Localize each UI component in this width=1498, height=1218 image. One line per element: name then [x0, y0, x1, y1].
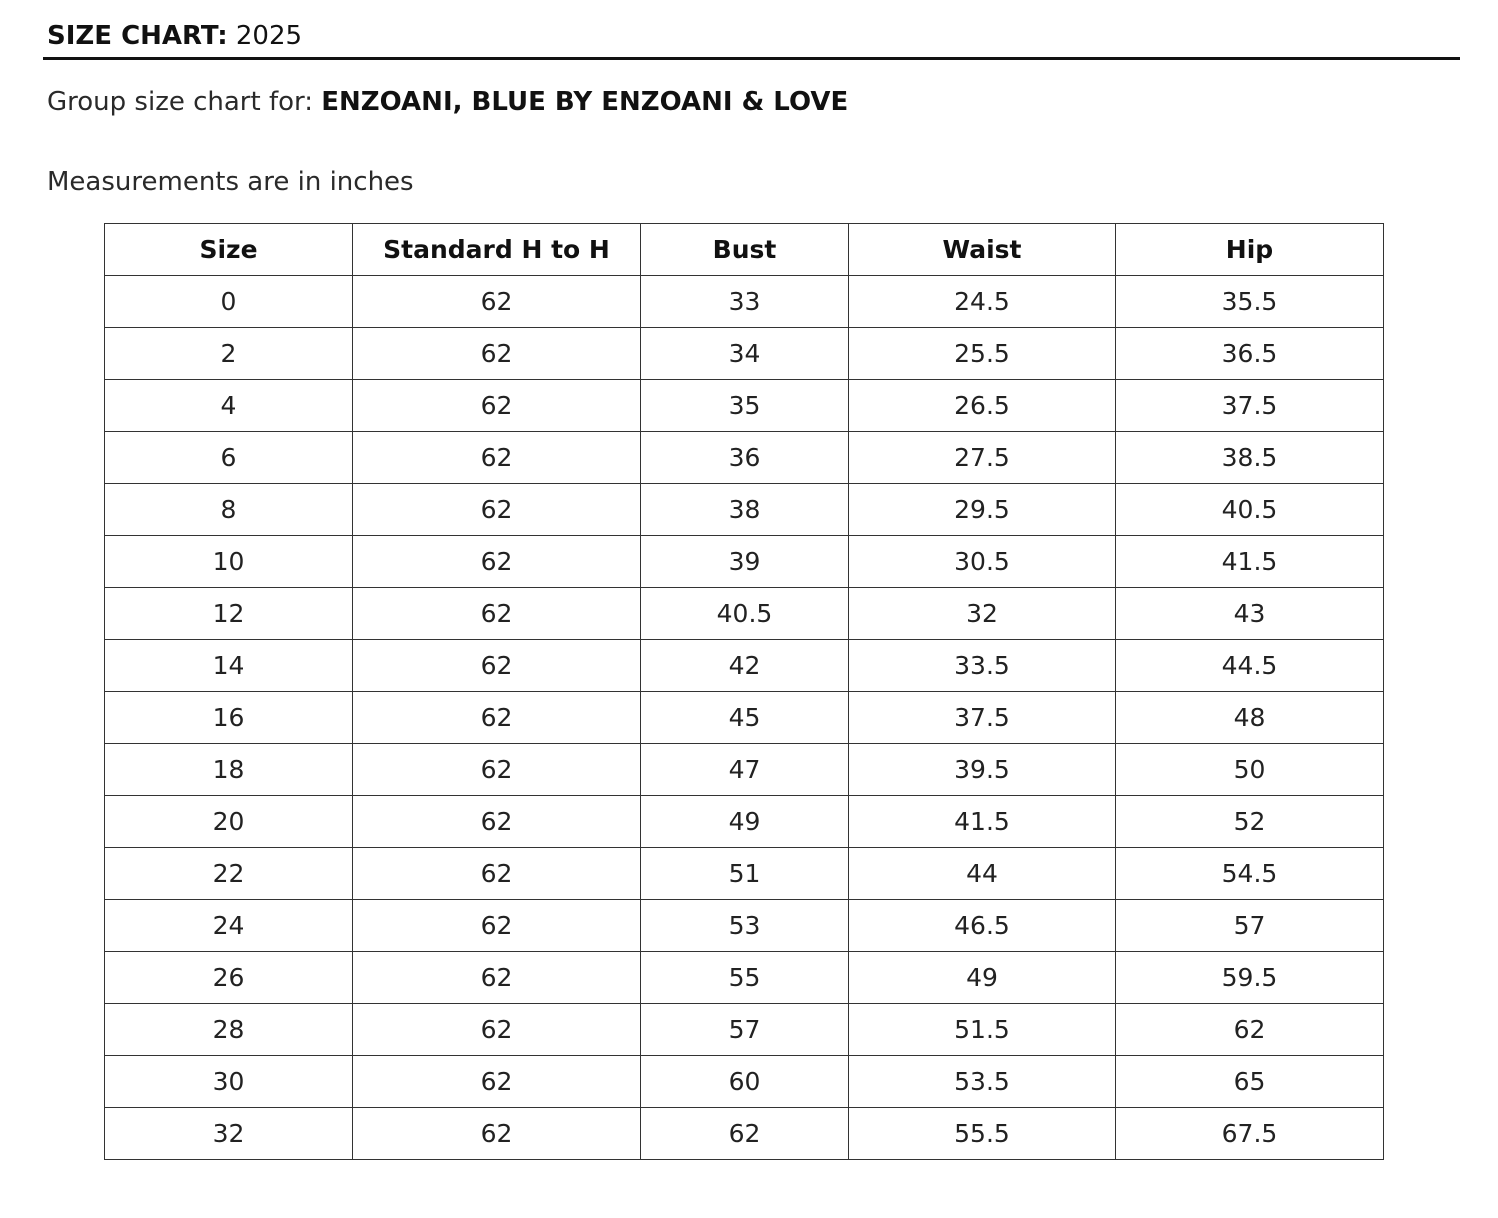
cell-size: 14: [105, 640, 353, 692]
cell-size: 28: [105, 1004, 353, 1056]
cell-size: 0: [105, 276, 353, 328]
cell-standard-h-to-h: 62: [353, 1004, 641, 1056]
table-row: [105, 692, 1384, 744]
group-brands: ENZOANI, BLUE BY ENZOANI & LOVE: [321, 87, 849, 117]
cell-size: 18: [105, 744, 353, 796]
cell-bust: 36: [641, 432, 849, 484]
cell-standard-h-to-h: 62: [353, 328, 641, 380]
cell-size: 26: [105, 952, 353, 1004]
cell-bust: 42: [641, 640, 849, 692]
cell-waist: 44: [849, 848, 1116, 900]
cell-hip: 65: [1116, 1056, 1384, 1108]
cell-size: 32: [105, 1108, 353, 1160]
size-table: [104, 223, 1384, 1160]
cell-waist: 53.5: [849, 1056, 1116, 1108]
cell-hip: 44.5: [1116, 640, 1384, 692]
cell-bust: 55: [641, 952, 849, 1004]
table-row: [105, 848, 1384, 900]
cell-hip: 57: [1116, 900, 1384, 952]
cell-waist: 33.5: [849, 640, 1116, 692]
cell-standard-h-to-h: 62: [353, 536, 641, 588]
units-note: Measurements are in inches: [47, 167, 414, 197]
cell-standard-h-to-h: 62: [353, 1108, 641, 1160]
cell-size: 6: [105, 432, 353, 484]
cell-standard-h-to-h: 62: [353, 952, 641, 1004]
table-row: [105, 484, 1384, 536]
cell-standard-h-to-h: 62: [353, 848, 641, 900]
cell-standard-h-to-h: 62: [353, 380, 641, 432]
cell-waist: 27.5: [849, 432, 1116, 484]
cell-standard-h-to-h: 62: [353, 796, 641, 848]
cell-waist: 30.5: [849, 536, 1116, 588]
column-header-bust: Bust: [641, 224, 849, 276]
cell-bust: 33: [641, 276, 849, 328]
cell-hip: 67.5: [1116, 1108, 1384, 1160]
cell-size: 12: [105, 588, 353, 640]
table-header-row: [105, 224, 1384, 276]
cell-bust: 62: [641, 1108, 849, 1160]
title-year: 2025: [235, 21, 303, 51]
cell-size: 20: [105, 796, 353, 848]
cell-bust: 34: [641, 328, 849, 380]
cell-hip: 54.5: [1116, 848, 1384, 900]
table-row: [105, 536, 1384, 588]
cell-standard-h-to-h: 62: [353, 640, 641, 692]
cell-size: 10: [105, 536, 353, 588]
cell-waist: 24.5: [849, 276, 1116, 328]
column-header-standard-h-to-h: Standard H to H: [353, 224, 641, 276]
cell-waist: 46.5: [849, 900, 1116, 952]
table-row: [105, 952, 1384, 1004]
table-row: [105, 1056, 1384, 1108]
table-row: [105, 1108, 1384, 1160]
cell-hip: 43: [1116, 588, 1384, 640]
cell-hip: 50: [1116, 744, 1384, 796]
cell-waist: 32: [849, 588, 1116, 640]
cell-size: 22: [105, 848, 353, 900]
cell-hip: 37.5: [1116, 380, 1384, 432]
cell-standard-h-to-h: 62: [353, 432, 641, 484]
cell-bust: 53: [641, 900, 849, 952]
cell-waist: 55.5: [849, 1108, 1116, 1160]
title-divider: [43, 57, 1460, 60]
cell-size: 2: [105, 328, 353, 380]
cell-bust: 35: [641, 380, 849, 432]
group-description: [47, 82, 848, 122]
cell-size: 24: [105, 900, 353, 952]
cell-size: 8: [105, 484, 353, 536]
cell-waist: 49: [849, 952, 1116, 1004]
cell-standard-h-to-h: 62: [353, 1056, 641, 1108]
cell-waist: 39.5: [849, 744, 1116, 796]
table-row: [105, 276, 1384, 328]
cell-hip: 36.5: [1116, 328, 1384, 380]
cell-size: 4: [105, 380, 353, 432]
table-row: [105, 432, 1384, 484]
column-header-hip: Hip: [1116, 224, 1384, 276]
cell-hip: 59.5: [1116, 952, 1384, 1004]
cell-bust: 38: [641, 484, 849, 536]
column-header-waist: Waist: [849, 224, 1116, 276]
cell-hip: 62: [1116, 1004, 1384, 1056]
cell-bust: 57: [641, 1004, 849, 1056]
title-label: SIZE CHART:: [47, 21, 228, 51]
cell-standard-h-to-h: 62: [353, 744, 641, 796]
table-row: [105, 796, 1384, 848]
cell-waist: 37.5: [849, 692, 1116, 744]
cell-waist: 26.5: [849, 380, 1116, 432]
cell-bust: 40.5: [641, 588, 849, 640]
cell-waist: 41.5: [849, 796, 1116, 848]
cell-bust: 47: [641, 744, 849, 796]
table-row: [105, 640, 1384, 692]
cell-bust: 51: [641, 848, 849, 900]
table-row: [105, 588, 1384, 640]
cell-bust: 45: [641, 692, 849, 744]
cell-hip: 52: [1116, 796, 1384, 848]
table-row: [105, 1004, 1384, 1056]
cell-hip: 48: [1116, 692, 1384, 744]
cell-bust: 39: [641, 536, 849, 588]
cell-hip: 35.5: [1116, 276, 1384, 328]
cell-bust: 49: [641, 796, 849, 848]
cell-size: 16: [105, 692, 353, 744]
cell-bust: 60: [641, 1056, 849, 1108]
cell-standard-h-to-h: 62: [353, 484, 641, 536]
cell-size: 30: [105, 1056, 353, 1108]
cell-waist: 29.5: [849, 484, 1116, 536]
cell-standard-h-to-h: 62: [353, 900, 641, 952]
cell-waist: 51.5: [849, 1004, 1116, 1056]
cell-hip: 41.5: [1116, 536, 1384, 588]
cell-standard-h-to-h: 62: [353, 692, 641, 744]
cell-standard-h-to-h: 62: [353, 276, 641, 328]
table-row: [105, 900, 1384, 952]
page-title: [47, 16, 302, 56]
cell-standard-h-to-h: 62: [353, 588, 641, 640]
table-row: [105, 328, 1384, 380]
cell-hip: 38.5: [1116, 432, 1384, 484]
cell-waist: 25.5: [849, 328, 1116, 380]
group-prefix: Group size chart for:: [47, 87, 314, 117]
table-row: [105, 380, 1384, 432]
column-header-size: Size: [105, 224, 353, 276]
table-body: [105, 276, 1384, 1160]
table-row: [105, 744, 1384, 796]
cell-hip: 40.5: [1116, 484, 1384, 536]
